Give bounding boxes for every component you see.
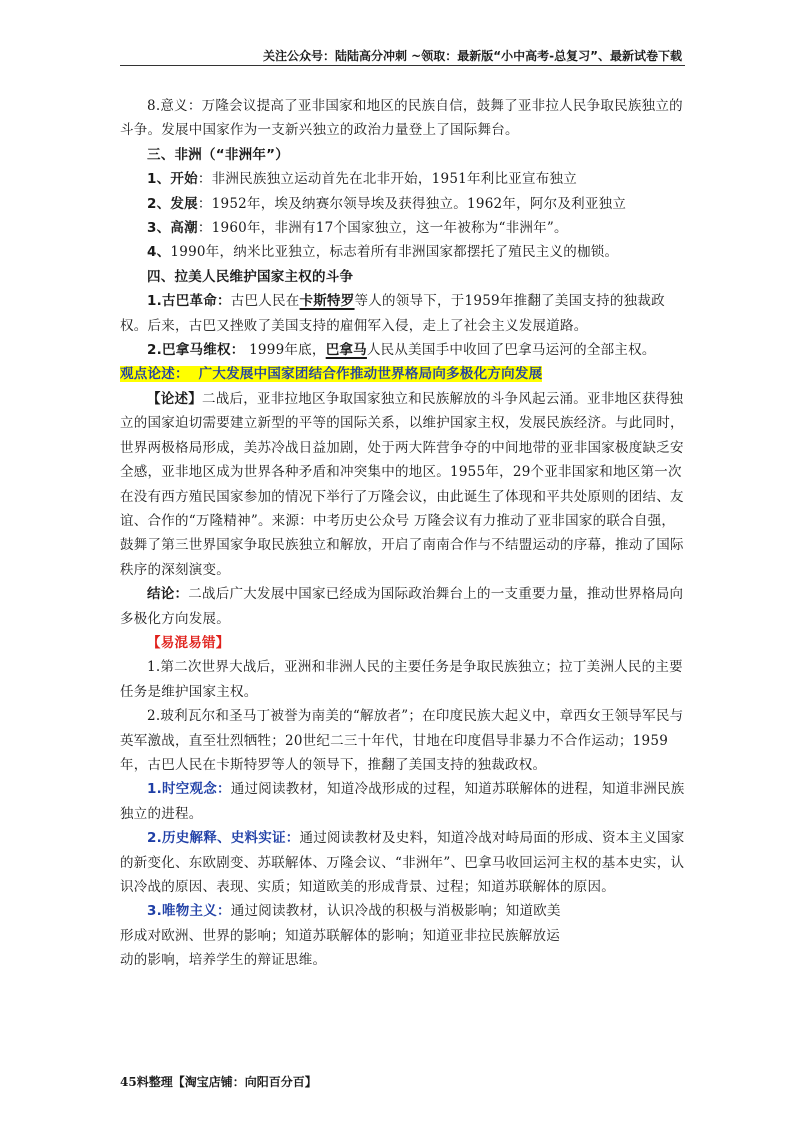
materialism-label: 3.唯物主义： [147, 903, 231, 920]
cuba-paragraph [120, 289, 685, 338]
africa-item-4 [120, 240, 685, 264]
viewpoint-highlight [120, 366, 542, 382]
viewpoint-label: 观点论述： [120, 366, 189, 383]
africa-item-text: ：1960年，非洲有17个国家独立，这一年被称为“非洲年”。 [197, 220, 568, 237]
panama-name: 巴拿马 [325, 342, 367, 359]
viewpoint-line [120, 362, 685, 386]
panama-label: 2.巴拿马维权： [147, 342, 245, 359]
literacy-text: 通过阅读教材，知道冷战形成的过程，知道苏联解体的进程，知道非洲民族独立的进程。 [120, 781, 685, 822]
africa-item-text: 1990年，纳米比亚独立，标志着所有非洲国家都摆托了殖民主义的枷锁。 [170, 244, 619, 261]
panama-post: 人民从美国手中收回了巴拿马运河的全部主权。 [366, 342, 656, 359]
africa-item-text: ：1952年，埃及纳赛尔领导埃及获得独立。1962年，阿尔及利亚独立 [197, 195, 627, 212]
cuba-post: 等人的领导下，于1959年推翻了美国支持的独裁政权。后来，古巴又挫败了美国支持的雇佣军入侵，走上了社会主义发展道路。 [120, 293, 665, 334]
argument-text: 二战后，亚非拉地区争取国家独立和民族解放的斗争风起云涌。亚非地区获得独立的国家迫切需要建立新型的平等的国际关系，以维护国家主权，发展民族经济。与此同时，世界两极格局形成，美苏冷战日益加剧，处于两大阵营争夺的中间地带的亚非国家极度缺乏安全感，亚非地区成为世界各种矛盾和冲突集中的地区。1955年，29个亚非国家和地区第一次在没有西方殖民国家参加的情况下举行了万隆会议，由此诞生了体现和平共处原则的团结、友谊、合作的“万隆精神”。来源：中考历史公众号 万隆会议有力推动了亚非国家的联合自强，鼓舞了第三世界国家争取民族独立和解放，开启了南南合作与不结盟运动的序幕，推动了国际秩序的深刻演变。 [120, 390, 684, 578]
africa-item-label: 3、高潮 [147, 220, 198, 237]
confusion-item-2: 2.玻利瓦尔和圣马丁被誉为南美的“解放者”；在印度民族大起义中，章西女王领导军民与英军激战，直至壮烈牺牲；20世纪二三十年代，甘地在印度倡导非暴力不合作运动；1959年，古巴人民在卡斯特罗等人的领导下，推翻了美国支持的独裁政权。 [120, 708, 684, 773]
argument-paragraph [120, 387, 685, 582]
africa-heading: 三、非洲（“非洲年”） [147, 146, 289, 163]
page-footer: 45料整理【淘宝店铺：向阳百分百】 [120, 1075, 317, 1089]
page-header: 关注公众号：陆陆高分冲刺 ~领取：最新版“小中高考-总复习”、最新试卷下载 [263, 49, 682, 63]
materialism-line-2: 形成对欧洲、世界的影响；知道苏联解体的影响；知道亚非拉民族解放运 [120, 927, 560, 944]
africa-item-2 [120, 192, 685, 216]
cuba-leader-name: 卡斯特罗 [299, 293, 355, 310]
header-divider [120, 65, 685, 66]
africa-item-label: 4、 [147, 244, 171, 261]
materialism-line-3: 动的影响，培养学生的辩证思维。 [120, 952, 327, 969]
literacy-item-2 [120, 826, 685, 899]
literacy-label: 2.历史解释、史料实证： [147, 830, 300, 847]
africa-item-label: 1、开始 [147, 171, 198, 188]
cuba-pre: 古巴人民在 [230, 293, 300, 310]
meaning-paragraph: 8.意义：万隆会议提高了亚非国家和地区的民族自信，鼓舞了亚非拉人民争取民族独立的斗争。发展中国家作为一支新兴独立的政治力量登上了国际舞台。 [120, 98, 683, 139]
confusion-item-1: 1.第二次世界大战后，亚洲和非洲人民的主要任务是争取民族独立；拉丁美洲人民的主要任务是维护国家主权。 [120, 659, 683, 700]
materialism-text-1: 通过阅读教材，认识冷战的积极与消极影响；知道欧美 [230, 903, 561, 920]
africa-item-label: 2、发展 [147, 195, 198, 212]
panama-pre: 1999年底， [244, 342, 326, 359]
africa-item-text: ：非洲民族独立运动首先在北非开始，1951年利比亚宣布独立 [197, 171, 578, 188]
africa-item-3 [120, 216, 685, 240]
africa-item-1 [120, 167, 685, 191]
document-body [120, 94, 685, 973]
latin-heading: 四、拉美人民维护国家主权的斗争 [147, 268, 354, 285]
argument-label: 【论述】 [147, 390, 202, 407]
cuba-label: 1.古巴革命： [147, 293, 231, 310]
materialism-line-1 [120, 899, 685, 923]
conclusion-label: 结论： [147, 586, 189, 603]
literacy-label: 1.时空观念： [147, 781, 231, 798]
conclusion-text: 二战后广大发展中国家已经成为国际政治舞台上的一支重要力量，推动世界格局向多极化方向发展。 [120, 586, 684, 627]
literacy-text: 通过阅读教材及史料，知道冷战对峙局面的形成、资本主义国家的新变化、东欧剧变、苏联解体、万隆会议、“非洲年”、巴拿马收回运河主权的基本史实，认识冷战的原因、表现、实质；知道欧美的形成背景、过程；知道苏联解体的原因。 [120, 830, 685, 895]
literacy-item-1 [120, 777, 685, 826]
conclusion-paragraph [120, 582, 685, 631]
confusion-heading: 【易混易错】 [147, 634, 230, 651]
panama-paragraph [120, 338, 685, 362]
viewpoint-text: 广大发展中国家团结合作推动世界格局向多极化方向发展 [198, 366, 543, 383]
